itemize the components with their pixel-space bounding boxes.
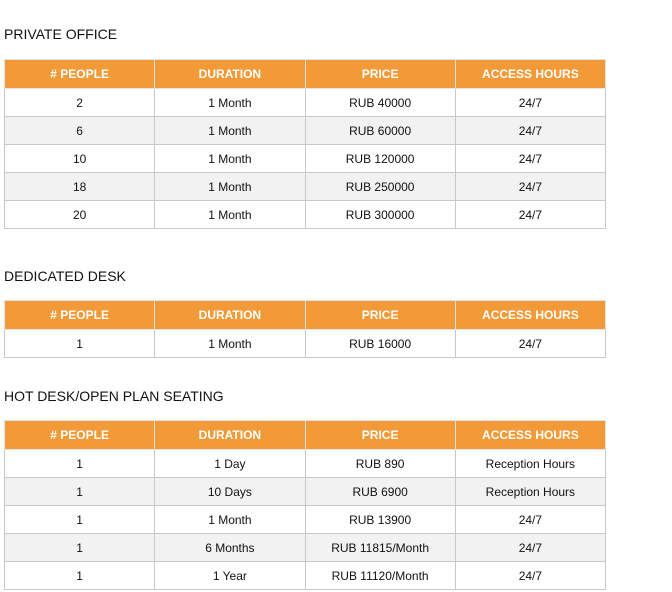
pricing-table-dedicated-desk xyxy=(4,300,606,358)
cell-access-hours: 24/7 xyxy=(455,506,605,534)
column-header-access-hours: ACCESS HOURS xyxy=(455,421,605,450)
cell-access-hours: 24/7 xyxy=(455,534,605,562)
table-row xyxy=(5,173,606,201)
column-header-price: PRICE xyxy=(305,421,455,450)
section-title-dedicated-desk: DEDICATED DESK xyxy=(4,268,126,284)
cell-duration: 1 Day xyxy=(155,450,305,478)
cell-people: 6 xyxy=(5,117,155,145)
section-title-hot-desk: HOT DESK/OPEN PLAN SEATING xyxy=(4,388,224,404)
cell-access-hours: Reception Hours xyxy=(455,450,605,478)
cell-access-hours: 24/7 xyxy=(455,145,605,173)
table-row xyxy=(5,506,606,534)
column-header-people: # PEOPLE xyxy=(5,421,155,450)
table-row xyxy=(5,330,606,358)
cell-price: RUB 40000 xyxy=(305,89,455,117)
table-row xyxy=(5,534,606,562)
cell-duration: 1 Month xyxy=(155,173,305,201)
cell-duration: 1 Year xyxy=(155,562,305,590)
column-header-duration: DURATION xyxy=(155,60,305,89)
cell-access-hours: 24/7 xyxy=(455,330,605,358)
cell-price: RUB 250000 xyxy=(305,173,455,201)
column-header-duration: DURATION xyxy=(155,421,305,450)
table-header-row xyxy=(5,421,606,450)
cell-people: 1 xyxy=(5,506,155,534)
table-header-row xyxy=(5,301,606,330)
cell-price: RUB 16000 xyxy=(305,330,455,358)
cell-duration: 6 Months xyxy=(155,534,305,562)
cell-people: 1 xyxy=(5,534,155,562)
cell-price: RUB 11815/Month xyxy=(305,534,455,562)
pricing-table-private-office xyxy=(4,59,606,229)
column-header-access-hours: ACCESS HOURS xyxy=(455,60,605,89)
cell-access-hours: 24/7 xyxy=(455,117,605,145)
cell-price: RUB 6900 xyxy=(305,478,455,506)
column-header-people: # PEOPLE xyxy=(5,301,155,330)
section-title-private-office: PRIVATE OFFICE xyxy=(4,26,118,42)
cell-access-hours: Reception Hours xyxy=(455,478,605,506)
cell-people: 20 xyxy=(5,201,155,229)
cell-people: 1 xyxy=(5,330,155,358)
cell-duration: 1 Month xyxy=(155,330,305,358)
cell-price: RUB 890 xyxy=(305,450,455,478)
cell-duration: 1 Month xyxy=(155,201,305,229)
cell-access-hours: 24/7 xyxy=(455,201,605,229)
cell-duration: 1 Month xyxy=(155,117,305,145)
table-header-row xyxy=(5,60,606,89)
cell-duration: 1 Month xyxy=(155,506,305,534)
column-header-duration: DURATION xyxy=(155,301,305,330)
column-header-price: PRICE xyxy=(305,301,455,330)
cell-access-hours: 24/7 xyxy=(455,173,605,201)
table-row xyxy=(5,562,606,590)
pricing-table-hot-desk xyxy=(4,420,606,590)
table-row xyxy=(5,117,606,145)
column-header-price: PRICE xyxy=(305,60,455,89)
cell-price: RUB 60000 xyxy=(305,117,455,145)
table-row xyxy=(5,450,606,478)
cell-duration: 1 Month xyxy=(155,145,305,173)
table-row xyxy=(5,145,606,173)
cell-access-hours: 24/7 xyxy=(455,562,605,590)
table-row xyxy=(5,201,606,229)
cell-price: RUB 120000 xyxy=(305,145,455,173)
cell-people: 1 xyxy=(5,450,155,478)
cell-access-hours: 24/7 xyxy=(455,89,605,117)
cell-people: 1 xyxy=(5,562,155,590)
cell-price: RUB 300000 xyxy=(305,201,455,229)
column-header-people: # PEOPLE xyxy=(5,60,155,89)
table-row xyxy=(5,478,606,506)
cell-duration: 1 Month xyxy=(155,89,305,117)
cell-people: 10 xyxy=(5,145,155,173)
cell-people: 1 xyxy=(5,478,155,506)
cell-price: RUB 13900 xyxy=(305,506,455,534)
cell-duration: 10 Days xyxy=(155,478,305,506)
cell-people: 2 xyxy=(5,89,155,117)
cell-price: RUB 11120/Month xyxy=(305,562,455,590)
table-row xyxy=(5,89,606,117)
column-header-access-hours: ACCESS HOURS xyxy=(455,301,605,330)
cell-people: 18 xyxy=(5,173,155,201)
